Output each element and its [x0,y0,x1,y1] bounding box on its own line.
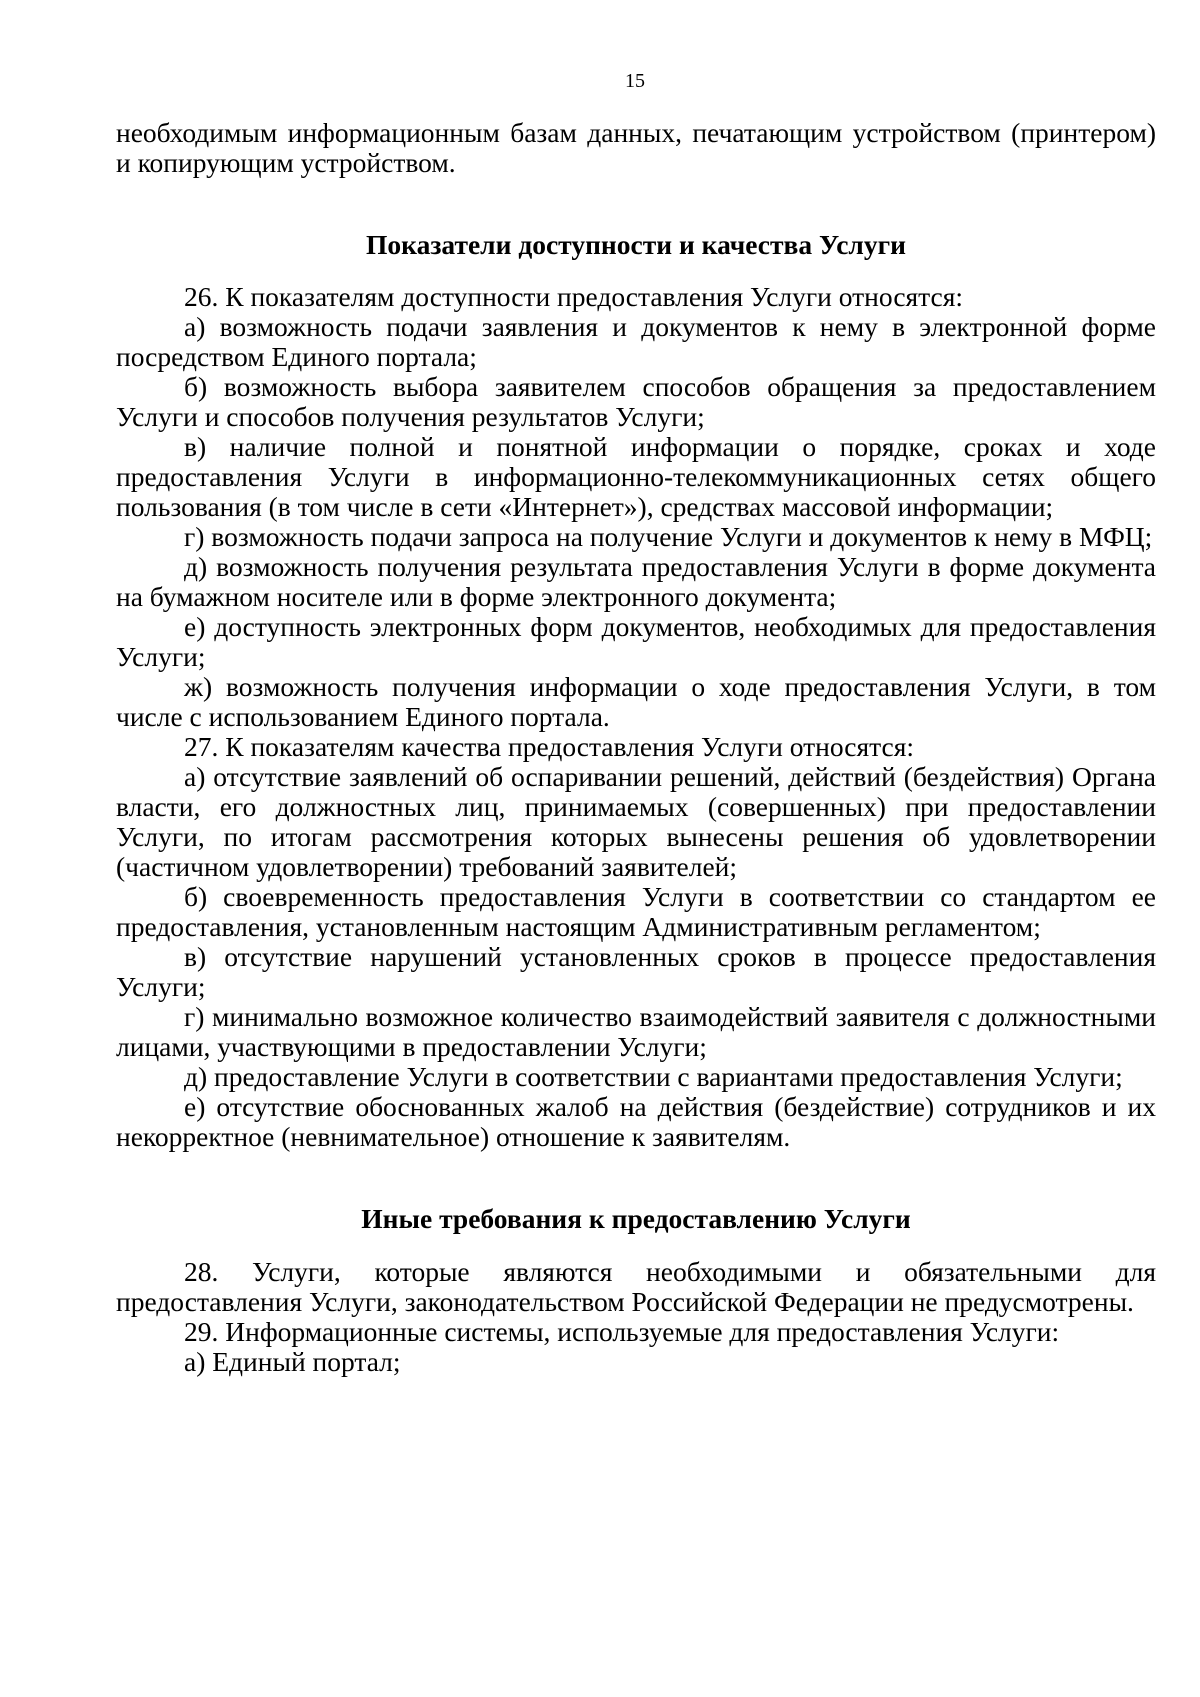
paragraph: 27. К показателям качества предоставления Услуги относятся: [184,731,914,762]
list-item: в) наличие полной и понятной информации о порядке, сроках и ходе предоставления Услуги в информационно-телекоммуникационных сетях общего пользования (в том числе в сети «Интернет»), средствах массовой информации; [116,431,1156,522]
list-item: в) отсутствие нарушений установленных сроков в процессе предоставления Услуги; [116,941,1156,1002]
list-item: д) предоставление Услуги в соответствии с вариантами предоставления Услуги; [184,1061,1123,1092]
list-item: е) отсутствие обоснованных жалоб на действия (бездействие) сотрудников и их некорректное (невнимательное) отношение к заявителям. [116,1091,1156,1152]
list-item: г) возможность подачи запроса на получение Услуги и документов к нему в МФЦ; [184,521,1153,552]
list-item: б) возможность выбора заявителем способов обращения за предоставлением Услуги и способов получения результатов Услуги; [116,371,1156,432]
paragraph: 28. Услуги, которые являются необходимыми и обязательными для предоставления Услуги, законодательством Российской Федерации не предусмотрены. [116,1256,1156,1317]
section-heading: Показатели доступности и качества Услуги [366,229,906,260]
paragraph: 29. Информационные системы, используемые для предоставления Услуги: [184,1316,1060,1347]
document-body [116,118,1156,1377]
list-item: а) возможность подачи заявления и документов к нему в электронной форме посредством Единого портала; [116,311,1156,372]
list-item: а) отсутствие заявлений об оспаривании решений, действий (бездействия) Органа власти, его должностных лиц, принимаемых (совершенных) при предоставлении Услуги, по итогам рассмотрения которых вынесены решения об удовлетворении (частичном удовлетворении) требований заявителей; [116,761,1156,882]
section-heading: Иные требования к предоставлению Услуги [361,1203,911,1234]
list-item: а) Единый портал; [184,1346,401,1377]
list-item: д) возможность получения результата предоставления Услуги в форме документа на бумажном носителе или в форме электронного документа; [116,551,1156,612]
page-number: 15 [625,70,645,92]
paragraph: необходимым информационным базам данных, печатающим устройством (принтером) и копирующим устройством. [116,117,1156,178]
list-item: ж) возможность получения информации о ходе предоставления Услуги, в том числе с использованием Единого портала. [116,671,1156,732]
paragraph: 26. К показателям доступности предоставления Услуги относятся: [184,281,964,312]
list-item: е) доступность электронных форм документов, необходимых для предоставления Услуги; [116,611,1156,672]
list-item: г) минимально возможное количество взаимодействий заявителя с должностными лицами, участвующими в предоставлении Услуги; [116,1001,1156,1062]
list-item: б) своевременность предоставления Услуги в соответствии со стандартом ее предоставления, установленным настоящим Административным регламентом; [116,881,1156,942]
